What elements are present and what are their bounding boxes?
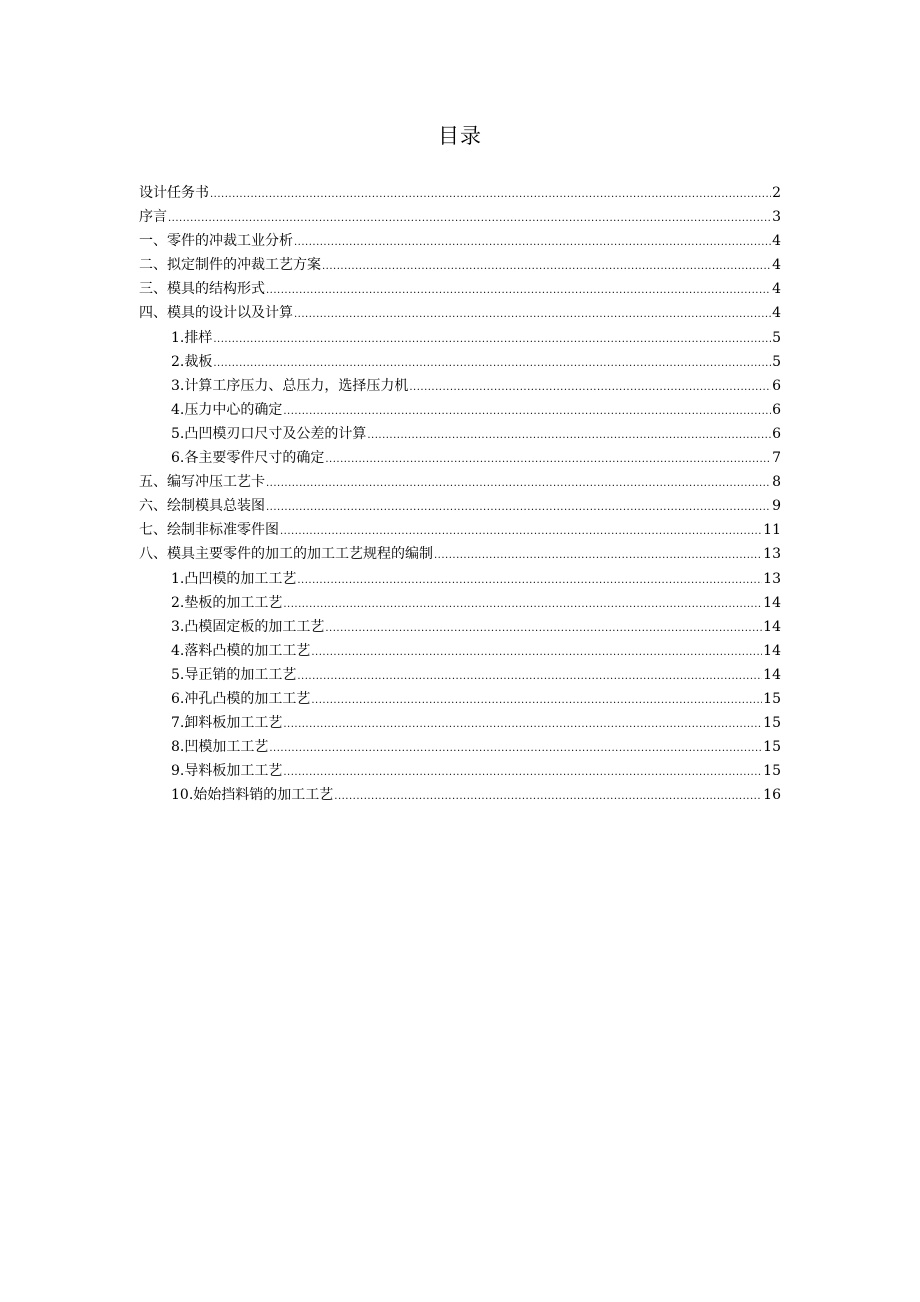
toc-entry-label: 1.排样 <box>171 329 213 346</box>
toc-entry[interactable] <box>139 591 781 615</box>
toc-entry-label: 4.落料凸模的加工工艺 <box>171 642 311 659</box>
toc-entry[interactable] <box>139 446 781 470</box>
toc-dot-leader <box>213 352 771 376</box>
toc-dot-leader <box>297 665 762 689</box>
toc-entry[interactable] <box>139 253 781 277</box>
toc-entry-page-number: 16 <box>763 787 781 804</box>
toc-entry-label: 9.导料板加工工艺 <box>171 763 283 780</box>
toc-entry[interactable] <box>139 687 781 711</box>
toc-entry-page-number: 5 <box>772 329 781 346</box>
toc-entry[interactable] <box>139 735 781 759</box>
toc-entry-label: 3.凸模固定板的加工工艺 <box>171 618 325 635</box>
toc-entry[interactable] <box>139 759 781 783</box>
toc-entry-page-number: 14 <box>763 594 781 611</box>
toc-dot-leader <box>283 593 762 617</box>
toc-entry-page-number: 2 <box>772 185 781 201</box>
toc-entry-page-number: 14 <box>763 642 781 659</box>
toc-dot-leader <box>294 303 771 327</box>
toc-dot-leader <box>434 544 762 568</box>
toc-entry[interactable] <box>139 398 781 422</box>
toc-dot-leader <box>409 376 771 400</box>
toc-entry-label: 2.垫板的加工工艺 <box>171 594 283 611</box>
toc-entry-page-number: 14 <box>763 618 781 635</box>
toc-entry[interactable] <box>139 326 781 350</box>
toc-dot-leader <box>168 207 771 231</box>
toc-dot-leader <box>283 400 771 424</box>
toc-dot-leader <box>266 279 771 303</box>
toc-entry-page-number: 8 <box>772 474 781 491</box>
toc-entry[interactable] <box>139 470 781 494</box>
toc-entry-label: 6.各主要零件尺寸的确定 <box>171 450 325 467</box>
toc-entry-label: 四、模具的设计以及计算 <box>139 305 293 322</box>
toc-dot-leader <box>325 617 762 641</box>
toc-entry-page-number: 14 <box>763 666 781 683</box>
toc-entry-page-number: 4 <box>772 233 781 250</box>
toc-entry-label: 8.凹模加工工艺 <box>171 739 269 756</box>
toc-dot-leader <box>266 472 771 496</box>
toc-entry-label: 2.裁板 <box>171 353 213 370</box>
toc-entry-label: 3.计算工序压力、总压力，选择压力机 <box>171 377 409 394</box>
toc-entry-page-number: 7 <box>772 450 781 467</box>
toc-entry[interactable] <box>139 663 781 687</box>
toc-dot-leader <box>283 761 762 785</box>
toc-entry-label: 序言 <box>139 209 167 226</box>
toc-entry-label: 7.卸料板加工工艺 <box>171 715 283 732</box>
toc-entry[interactable] <box>139 181 781 205</box>
toc-dot-leader <box>266 496 771 520</box>
toc-entry[interactable] <box>139 783 781 807</box>
toc-dot-leader <box>294 231 771 255</box>
toc-entry-page-number: 13 <box>763 546 781 563</box>
toc-entry-label: 6.冲孔凸模的加工工艺 <box>171 690 311 707</box>
toc-entry-label: 二、拟定制件的冲裁工艺方案 <box>139 257 321 274</box>
toc-entry-page-number: 4 <box>772 281 781 298</box>
toc-entry[interactable] <box>139 301 781 325</box>
toc-entry-page-number: 9 <box>772 498 781 515</box>
toc-entry[interactable] <box>139 422 781 446</box>
toc-entry-label: 六、绘制模具总装图 <box>139 498 265 515</box>
toc-dot-leader <box>325 448 771 472</box>
toc-entry-label: 五、编写冲压工艺卡 <box>139 474 265 491</box>
toc-entry-label: 八、模具主要零件的加工的加工工艺规程的编制 <box>139 546 433 563</box>
toc-entry[interactable] <box>139 350 781 374</box>
toc-entry-page-number: 11 <box>763 522 781 539</box>
toc-entry-page-number: 15 <box>763 715 781 732</box>
toc-entry-label: 10.始始挡料销的加工工艺 <box>171 787 334 804</box>
toc-list <box>139 181 781 807</box>
toc-entry-page-number: 15 <box>763 690 781 707</box>
toc-entry-label: 七、绘制非标准零件图 <box>139 522 279 539</box>
toc-entry-page-number: 15 <box>763 739 781 756</box>
toc-entry-label: 一、零件的冲裁工业分析 <box>139 233 293 250</box>
toc-entry-page-number: 15 <box>763 763 781 780</box>
toc-title: 目录 <box>438 124 482 148</box>
toc-entry-page-number: 4 <box>772 305 781 322</box>
toc-entry[interactable] <box>139 639 781 663</box>
toc-entry[interactable] <box>139 567 781 591</box>
toc-dot-leader <box>367 424 771 448</box>
toc-dot-leader <box>311 689 762 713</box>
toc-entry-label: 设计任务书 <box>139 185 209 201</box>
toc-entry[interactable] <box>139 615 781 639</box>
toc-entry-label: 4.压力中心的确定 <box>171 401 283 418</box>
toc-entry[interactable] <box>139 277 781 301</box>
toc-entry[interactable] <box>139 374 781 398</box>
toc-dot-leader <box>210 183 771 207</box>
toc-entry[interactable] <box>139 518 781 542</box>
toc-entry-page-number: 4 <box>772 257 781 274</box>
toc-entry[interactable] <box>139 229 781 253</box>
toc-dot-leader <box>213 328 771 352</box>
toc-dot-leader <box>269 737 762 761</box>
toc-dot-leader <box>280 520 762 544</box>
toc-entry[interactable] <box>139 542 781 566</box>
toc-entry[interactable] <box>139 711 781 735</box>
toc-dot-leader <box>334 785 762 809</box>
toc-dot-leader <box>311 641 762 665</box>
toc-entry-label: 5.凸凹模刃口尺寸及公差的计算 <box>171 425 367 442</box>
toc-dot-leader <box>322 255 771 279</box>
toc-entry-label: 5.导正销的加工工艺 <box>171 666 297 683</box>
toc-entry-page-number: 13 <box>763 570 781 587</box>
toc-entry-page-number: 5 <box>772 353 781 370</box>
toc-dot-leader <box>297 569 762 593</box>
toc-entry-label: 三、模具的结构形式 <box>139 281 265 298</box>
toc-entry-page-number: 6 <box>772 377 781 394</box>
toc-entry-page-number: 6 <box>772 401 781 418</box>
toc-entry[interactable] <box>139 205 781 229</box>
toc-entry-page-number: 3 <box>772 209 781 226</box>
toc-entry-page-number: 6 <box>772 425 781 442</box>
toc-entry[interactable] <box>139 494 781 518</box>
toc-dot-leader <box>283 713 762 737</box>
toc-entry-label: 1.凸凹模的加工工艺 <box>171 570 297 587</box>
